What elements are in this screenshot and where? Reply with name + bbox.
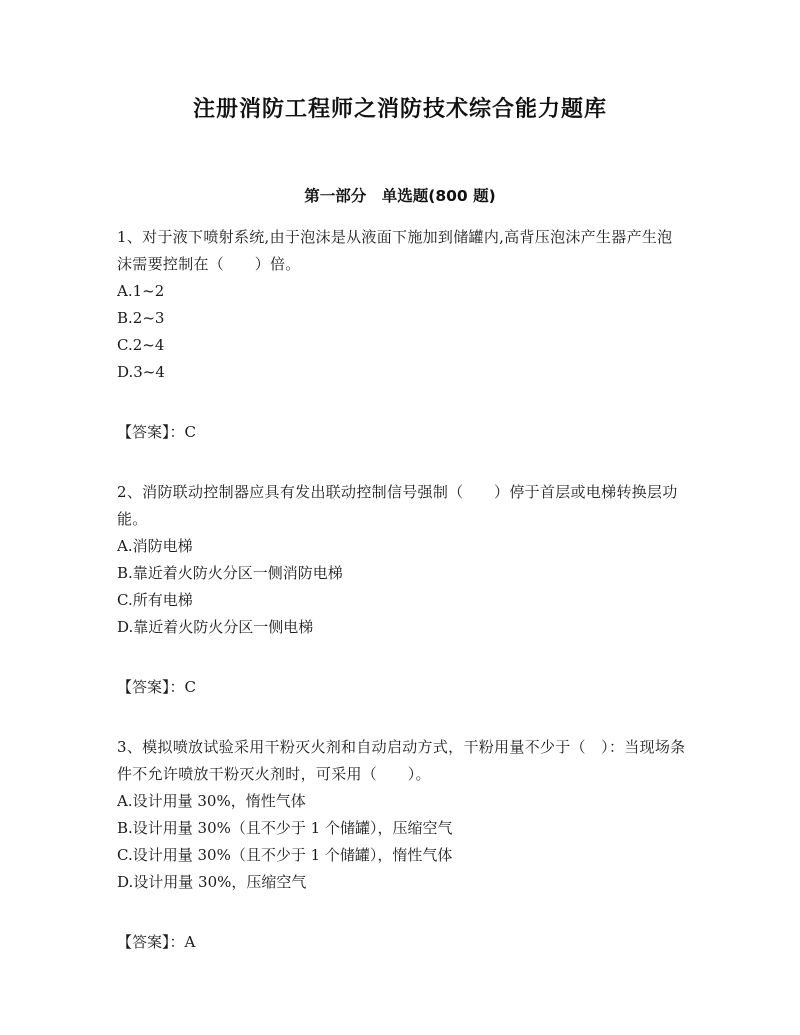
option-a: A.设计用量 30%，惰性气体 <box>117 792 306 810</box>
option-c: C.2~4 <box>117 336 165 354</box>
option-d: D.3~4 <box>117 363 165 381</box>
question-item <box>117 479 687 701</box>
option-c: C.设计用量 30%（且不少于 1 个储罐），惰性气体 <box>117 846 453 864</box>
option-b: B.2~3 <box>117 309 165 327</box>
option-a: A.1~2 <box>117 282 165 300</box>
question-stem: 2、消防联动控制器应具有发出联动控制信号强制（ ）停于首层或电梯转换层功能。 <box>117 483 678 528</box>
question-item <box>117 224 687 446</box>
option-list <box>117 278 687 386</box>
answer-line: 【答案】：C <box>117 423 196 441</box>
option-d: D.靠近着火防火分区一侧电梯 <box>117 618 314 636</box>
section-heading: 第一部分 单选题(800 题) <box>304 187 496 205</box>
document-title: 注册消防工程师之消防技术综合能力题库 <box>192 97 607 122</box>
question-stem: 3、模拟喷放试验采用干粉灭火剂和自动启动方式，干粉用量不少于（ ）：当现场条件不允许喷放干粉灭火剂时，可采用（ ）。 <box>117 738 686 783</box>
answer-line: 【答案】：C <box>117 678 196 696</box>
question-list <box>117 224 687 989</box>
question-stem: 1、对于液下喷射系统,由于泡沫是从液面下施加到储罐内,高背压泡沫产生器产生泡沫需要控制在（ ）倍。 <box>117 228 673 273</box>
option-list <box>117 533 687 641</box>
option-a: A.消防电梯 <box>117 537 193 555</box>
option-c: C.所有电梯 <box>117 591 193 609</box>
option-d: D.设计用量 30%，压缩空气 <box>117 873 307 891</box>
answer-line: 【答案】：A <box>117 933 196 951</box>
question-item <box>117 734 687 956</box>
option-b: B.靠近着火防火分区一侧消防电梯 <box>117 564 343 582</box>
option-list <box>117 788 687 896</box>
option-b: B.设计用量 30%（且不少于 1 个储罐），压缩空气 <box>117 819 453 837</box>
